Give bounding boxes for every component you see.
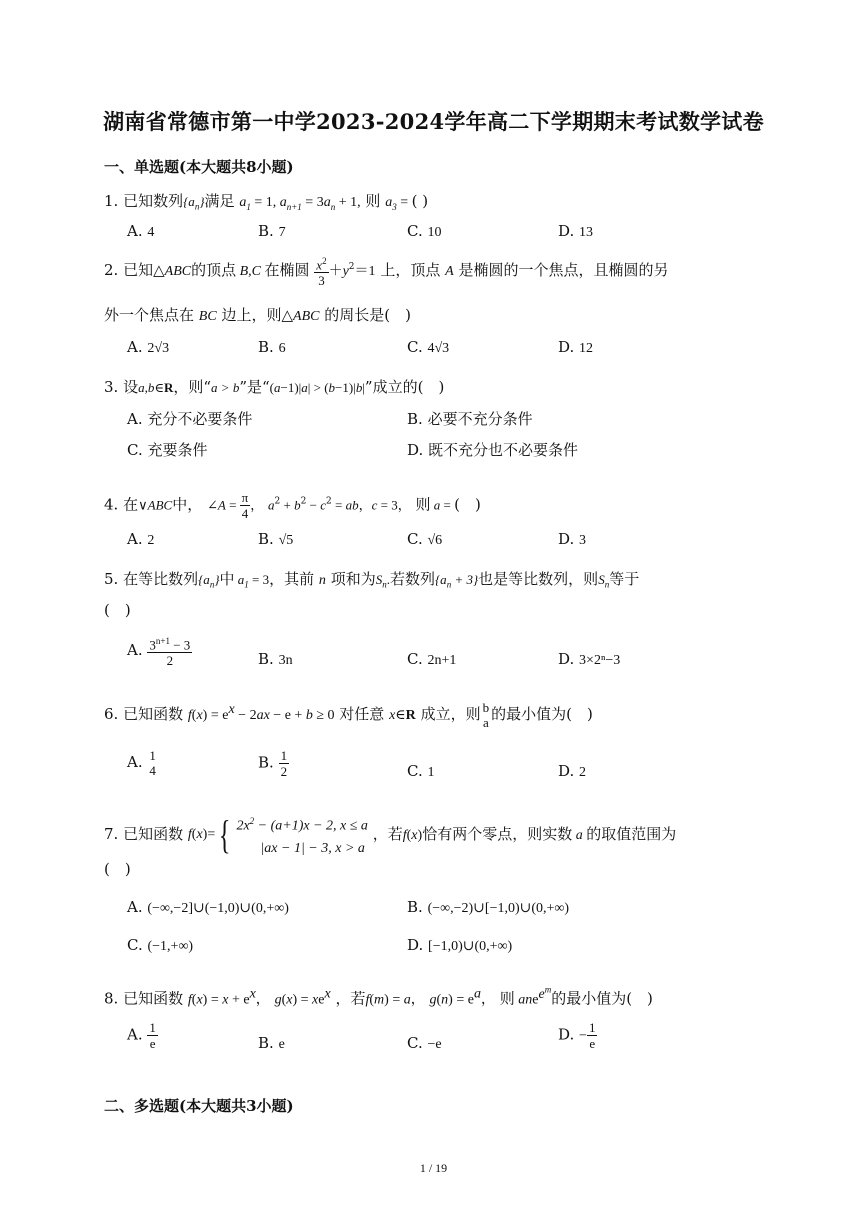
question-5-options	[127, 636, 767, 672]
question-4-options	[127, 530, 767, 552]
option-a[interactable]: A. 2	[127, 530, 155, 548]
question-6-options	[127, 748, 767, 784]
option-c[interactable]: C. 10	[407, 222, 442, 240]
piecewise-function: f(x)={ $2x^2 - (a+1)x - 2$, x ≤ a |ax − 1| − 3, x > a	[187, 811, 368, 857]
option-a[interactable]: A. 充分不必要条件	[127, 410, 253, 428]
option-a[interactable]: A. $\frac{1}{e}$	[127, 1020, 156, 1051]
option-d[interactable]: D. 2	[558, 762, 587, 780]
option-d[interactable]: D. 既不充分也不必要条件	[407, 441, 579, 459]
option-c[interactable]: C. √6	[407, 530, 443, 548]
question-5-line-2: ( )	[104, 601, 131, 619]
option-b[interactable]: B. e	[258, 1034, 285, 1052]
section-heading-single-choice: 一、单选题(本大题共8小题)	[104, 158, 294, 176]
question-1: 1. 已知数列$\{a_n\}$满足 $a_1 = 1$, $a_{n+1} = 3a_n + 1$, 则 $a_3$ = ( )	[104, 192, 429, 212]
page-number: 1 / 19	[419, 1161, 448, 1175]
ellipse-fraction: $\frac{x^2}{3}$	[316, 256, 327, 289]
section-heading-multiple-choice: 二、多选题(本大题共3小题)	[104, 1097, 294, 1115]
question-5: 5. 在等比数列$\{a_n\}$中 $a_1 = 3$，其前 n 项和为$S_n$.若数列$\{a_n + 3\}$也是等比数列，则$S_n$等于	[104, 570, 640, 590]
option-b[interactable]: B. (−∞,−2)∪[−1,0)∪(0,+∞)	[407, 898, 570, 916]
question-7: 7. 已知函数 f(x)={ $2x^2 - (a+1)x - 2$, x ≤ a |ax − 1| − 3, x > a ，若f(x)恰有两个零点，则实数 a 的取值范围为	[104, 810, 764, 860]
option-d[interactable]: D. − $\frac{1}{e}$	[558, 1020, 596, 1051]
option-d[interactable]: D. 13	[558, 222, 594, 240]
question-8-options	[127, 1020, 767, 1056]
option-c[interactable]: C. 1	[407, 762, 435, 780]
question-1-options	[127, 222, 767, 244]
option-b[interactable]: B. 7	[258, 222, 286, 240]
option-c[interactable]: C. 充要条件	[127, 441, 208, 459]
option-d[interactable]: D. 12	[558, 338, 594, 356]
option-a[interactable]: A. $\frac{3^{n+1} - 3}{2}$	[127, 636, 191, 669]
option-a[interactable]: A. 2√3	[127, 338, 170, 356]
question-3: 3. 设a,b∈R，则“a > b”是“(a−1)|a| > (b−1)|b|”成立的( )	[104, 378, 445, 396]
option-b[interactable]: B. $\frac{1}{2}$	[258, 748, 288, 779]
option-b[interactable]: B. 6	[258, 338, 286, 356]
page-title: 湖南省常德市第一中学2023-2024学年高二下学期期末考试数学试卷	[103, 109, 764, 134]
option-a[interactable]: A. (−∞,−2]∪(−1,0)∪(0,+∞)	[127, 898, 289, 916]
question-2: 2. 已知△ABC的顶点 B,C 在椭圆 $\frac{x^2}{3}$ $+y^2=1$ 上，顶点 A 是椭圆的一个焦点，且椭圆的另	[104, 256, 669, 289]
option-c[interactable]: C. 4√3	[407, 338, 450, 356]
option-b[interactable]: B. √5	[258, 530, 294, 548]
question-2-line-2: 外一个焦点在 BC 边上，则△ABC 的周长是( )	[104, 306, 411, 324]
option-b[interactable]: B. 必要不充分条件	[407, 410, 533, 428]
question-6: 6. 已知函数 $f(x) = e^x - 2ax - e + b \ge 0$ 对任意 x∈R 成立，则 b a 的最小值为( )	[104, 700, 593, 730]
option-a[interactable]: A. 4	[127, 222, 155, 240]
option-c[interactable]: C. (−1,+∞)	[127, 936, 194, 954]
question-4: 4. 在∨ABC中， ∠A = $\frac{\pi}{4}$ ， $a^2 + b^2 - c^2$ = ab，c = 3， 则 a = ( )	[104, 490, 481, 521]
option-c[interactable]: C. 2n+1	[407, 650, 457, 668]
question-7-options-row-2	[127, 936, 767, 958]
option-a[interactable]: A. 1 4	[127, 748, 156, 778]
question-2-options	[127, 338, 767, 360]
option-d[interactable]: D. 3	[558, 530, 587, 548]
option-b[interactable]: B. 3n	[258, 650, 293, 668]
question-8: 8. 已知函数 $f(x) = x + e^x$， $g(x) = xe^x$ ，若f(m) = a， $g(n) = e^a$， 则 ane$^{e^m}$的最小值为( )	[104, 984, 653, 1008]
question-7-options-row-1	[127, 898, 767, 920]
question-7-line-2: ( )	[104, 860, 131, 878]
option-c[interactable]: C. −e	[407, 1034, 442, 1052]
question-3-options-row-1	[127, 408, 767, 430]
option-d[interactable]: D. [−1,0)∪(0,+∞)	[407, 936, 513, 954]
option-d[interactable]: D. 3×2ⁿ−3	[558, 650, 621, 668]
question-3-options-row-2	[127, 439, 767, 461]
